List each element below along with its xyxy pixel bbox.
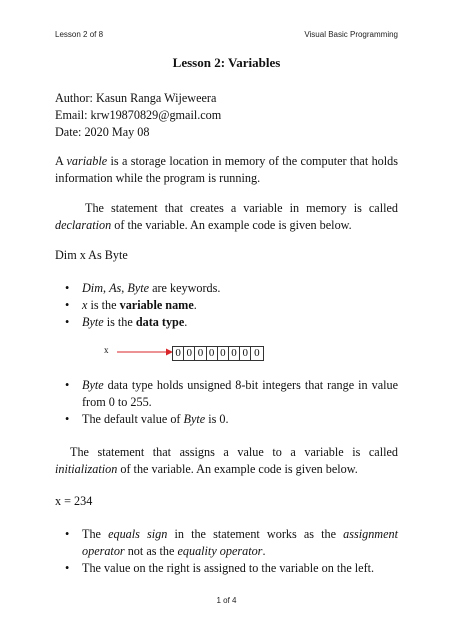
initialization-term: initialization: [55, 462, 118, 476]
bullet-icon: •: [65, 527, 70, 541]
document-page: Lesson 2 of 8 Visual Basic Programming Lesson 2: Variables Author: Kasun Ranga Wijeweera Email: krw19870829@gmail.com Date: 2020 May 08 A variable is a storage location in memory of the computer that holds information while the program is running. The statement that creates a variable in memory is called declaration of the variable. An example code is given below. Dim x As Byte • Dim, As, Byte are keywords. • x is the variable name. • Byte is the data type. x 0 0 0 0 0 0 0 0 • Byte data type holds unsigned 8-bit integers that range in value from 0 to 255. • The default value of Byte is 0. The statement that assigns a value to a variable is called initialization of the variable. An example code is given below. x = 234 • The equals sign in the statement works as the assignment operator not as the equality operator. • The value on the right is assigned to the variable on the left. 1 of 4: [0, 0, 453, 640]
bit-cell: 0: [207, 347, 218, 360]
bullet-icon: •: [65, 561, 70, 575]
author-line: Author: Kasun Ranga Wijeweera: [55, 91, 217, 105]
bullet-icon: •: [65, 281, 70, 295]
bit-cell: 0: [254, 347, 260, 359]
declaration-para-line2: declaration of the variable. An example code is given below.: [55, 218, 352, 232]
bit-cell: 0: [184, 347, 195, 360]
bit-cell: 0: [195, 347, 206, 360]
bullet-icon: •: [65, 412, 70, 426]
bit-cell: 0: [173, 347, 184, 360]
declaration-term: declaration: [55, 218, 112, 232]
date-line: Date: 2020 May 08: [55, 125, 150, 139]
variable-definition-line2: information while the program is running.: [55, 171, 261, 185]
declaration-para-line1: The statement that creates a variable in memory is called: [85, 201, 398, 215]
bullet-icon: •: [65, 298, 70, 312]
diagram-variable-label: x: [104, 345, 109, 355]
bit-cell: 0: [229, 347, 240, 360]
declaration-code: Dim x As Byte: [55, 248, 128, 262]
initialization-code: x = 234: [55, 494, 93, 508]
variable-term: variable: [66, 154, 108, 168]
bullet-icon: •: [65, 315, 70, 329]
header-course-title: Visual Basic Programming: [304, 30, 398, 39]
byte-memory-cells: [172, 346, 264, 361]
initialization-para-line2: initialization of the variable. An example code is given below.: [55, 462, 358, 476]
arrow-icon: [116, 347, 174, 357]
initialization-para-line1: The statement that assigns a value to a variable is called: [70, 445, 398, 459]
bit-cell: 0: [218, 347, 229, 360]
page-number: 1 of 4: [216, 596, 237, 605]
bit-cell: 0: [240, 347, 251, 360]
page-title: Lesson 2: Variables: [172, 55, 281, 70]
email-line: Email: krw19870829@gmail.com: [55, 108, 222, 122]
bullet-icon: •: [65, 378, 70, 392]
header-lesson-number: Lesson 2 of 8: [55, 30, 104, 39]
variable-definition-line1: A variable is a storage location in memory of the computer that holds: [55, 154, 398, 168]
